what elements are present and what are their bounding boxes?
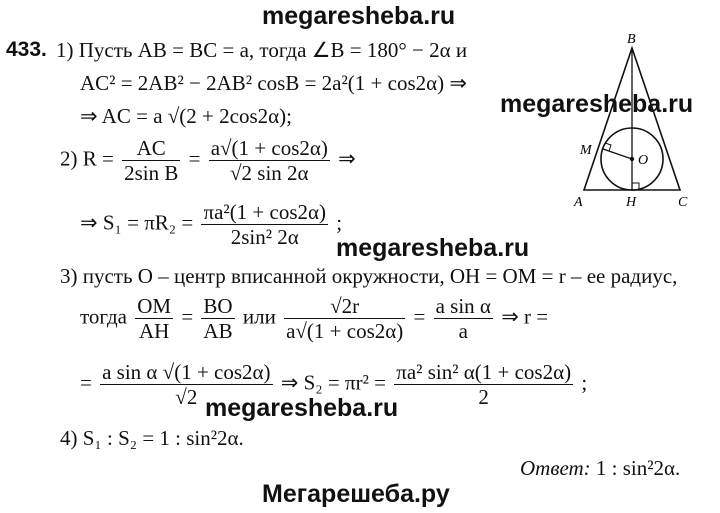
- step2b-prefix: ⇒ S₁ = πR₂ =: [80, 210, 194, 235]
- step3-f3-numerator: √2r: [284, 294, 405, 319]
- watermark-mid-2: megaresheba.ru: [336, 234, 530, 262]
- step3-eq2: =: [413, 304, 426, 329]
- step3-suffix: ⇒ r =: [501, 304, 549, 329]
- label-m: M: [580, 143, 592, 158]
- step3-f1-denominator: AH: [138, 319, 170, 343]
- step3-prefix: тогда: [80, 304, 127, 329]
- radius-om: [603, 149, 632, 159]
- step3-f2-numerator: BO: [203, 294, 233, 318]
- watermark-mid-1: megaresheba.ru: [500, 90, 694, 118]
- step3b-suffix: ;: [581, 370, 588, 395]
- step2-prefix: 2) R =: [60, 146, 114, 171]
- step3-formula: [80, 294, 548, 343]
- watermark-footer: Мегарешеба.ру: [262, 480, 450, 508]
- step3-eq1: =: [181, 304, 194, 329]
- triangle-figure: [570, 30, 700, 215]
- watermark-top: megaresheba.ru: [262, 2, 456, 30]
- step2b-fraction: [201, 200, 328, 249]
- step2-f2-denominator: √2 sin 2α: [230, 161, 309, 185]
- step3-fraction-2: [201, 294, 234, 343]
- step3-fraction-3: [284, 294, 405, 343]
- step3b-prefix: =: [80, 370, 92, 395]
- label-b: B: [627, 32, 636, 47]
- step3b-f2-denominator: 2: [478, 385, 489, 409]
- label-h: H: [626, 195, 637, 210]
- step2b-numerator: πa²(1 + cos2α): [203, 200, 327, 224]
- step2b-denominator: 2sin² 2α: [230, 225, 299, 249]
- answer-value: 1 : sin²2α.: [595, 456, 681, 480]
- step2-f2-numerator: a√(1 + cos2α): [210, 136, 328, 160]
- step3b-fraction-2: [394, 360, 573, 409]
- step2-fraction-1: [122, 136, 180, 185]
- step1-line1: 1) Пусть AB = BC = a, тогда ∠B = 180° − 2α и: [56, 38, 468, 62]
- step3-fraction-4: [434, 294, 493, 343]
- answer-label: Ответ:: [520, 456, 591, 480]
- step1-line2: AC² = 2AB² − 2AB² cosB = 2a²(1 + cos2α) ⇒: [80, 71, 467, 95]
- step2-fraction-2: [209, 136, 330, 185]
- step3b-formula: [80, 360, 587, 409]
- step3-fraction-1: [135, 294, 173, 343]
- step3-line1: 3) пусть O – центр вписанной окружности, OH = OM = r – ее радиус,: [60, 264, 678, 288]
- step2-formula: 2) R = $\frac{AC}{\text{2sin B}}$ = $\frac{a√(1 + \cos 2\alpha)}{√2 \sin 2\alpha}$ ⇒: [60, 136, 356, 185]
- step2b-formula: [80, 200, 342, 249]
- step3b-f2-numerator: πa² sin² α(1 + cos2α): [396, 360, 572, 384]
- step3-f4-numerator: a sin α: [435, 294, 491, 318]
- step3-f4-denominator: a: [458, 319, 468, 343]
- answer: [520, 456, 680, 480]
- step2-f1-denominator: 2sin B: [124, 161, 179, 185]
- step3b-f1-denominator: √2: [175, 385, 198, 409]
- step3-f3-denominator: a√(1 + cos2α): [286, 319, 404, 343]
- watermark-mid-3: megaresheba.ru: [205, 394, 399, 422]
- problem-number: 433.: [6, 38, 47, 61]
- step3b-mid: ⇒ S₂ = πr² =: [280, 370, 386, 395]
- step3-or: или: [242, 304, 276, 329]
- step4: 4) S₁ : S₂ = 1 : sin²2α.: [60, 426, 244, 450]
- label-c: C: [678, 195, 688, 210]
- step3-f1-numerator: OM: [137, 294, 172, 318]
- step2b-suffix: ;: [336, 210, 343, 235]
- step1-line3: ⇒ AC = a √(2 + 2cos2α);: [80, 104, 292, 128]
- step3-f2-denominator: AB: [203, 319, 233, 343]
- step3b-fraction-1: [100, 360, 272, 409]
- center-point: [630, 157, 634, 161]
- step2-f1-numerator: AC: [122, 136, 180, 161]
- label-a: A: [574, 195, 583, 210]
- step2-suffix: ⇒: [338, 146, 356, 171]
- label-o: O: [638, 153, 649, 168]
- step3b-f1-numerator: a sin α √(1 + cos2α): [102, 360, 271, 384]
